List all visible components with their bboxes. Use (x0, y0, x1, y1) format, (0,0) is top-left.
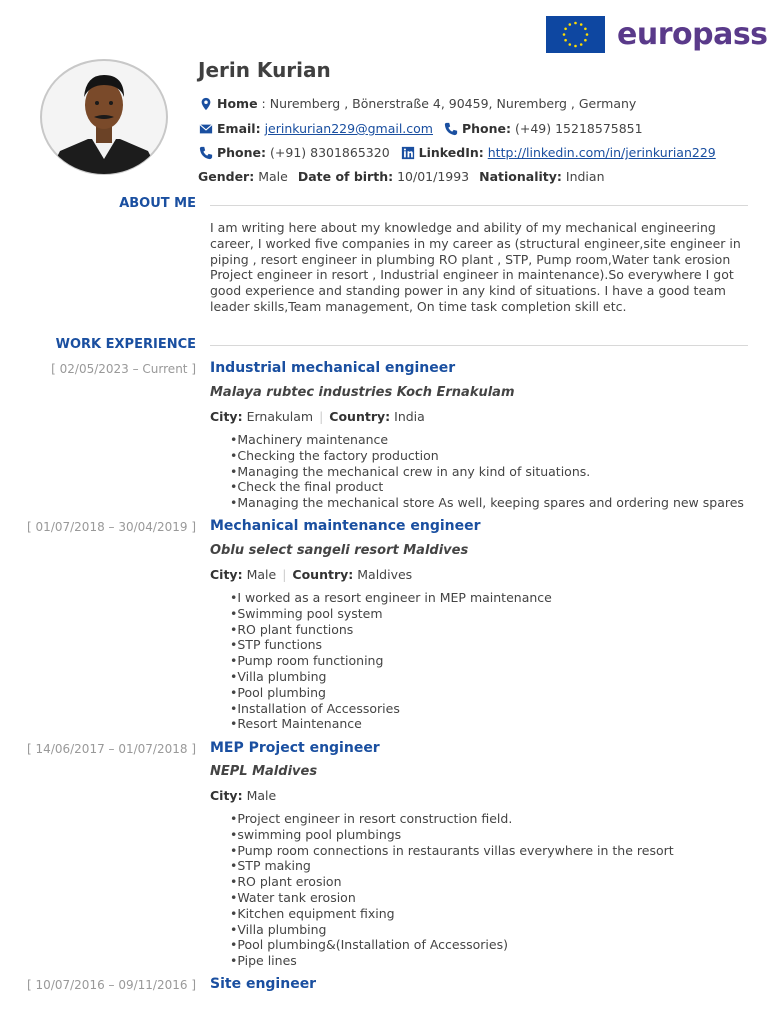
country-value: India (394, 409, 425, 424)
list-item: • Kitchen equipment fixing (230, 906, 674, 922)
nationality-label: Nationality: (479, 169, 562, 184)
eu-flag-icon (546, 16, 605, 53)
list-item: • Pool plumbing (230, 685, 552, 701)
city-value: Male (246, 567, 277, 582)
linkedin-link[interactable]: http://linkedin.com/in/jerinkurian229 (487, 145, 716, 160)
work-section-title: WORK EXPERIENCE (55, 337, 196, 352)
employer-name: Oblu select sangeli resort Maldives (210, 543, 469, 558)
email-icon (198, 122, 214, 136)
job-date: [ 02/05/2023 – Current ] (51, 362, 196, 376)
job-location: City: Ernakulam | Country: India (210, 409, 425, 424)
phone-value: (+91) 8301865320 (270, 145, 390, 160)
list-item: • STP making (230, 858, 674, 874)
job-duties-list (230, 811, 674, 969)
list-item: • Checking the factory production (230, 448, 744, 464)
list-item: • Villa plumbing (230, 669, 552, 685)
country-value: Maldives (357, 567, 413, 582)
job-title: Site engineer (210, 976, 317, 992)
list-item: • Pump room connections in restaurants villas everywhere in the resort (230, 843, 674, 859)
list-item: • RO plant functions (230, 622, 552, 638)
country-label: Country: (329, 409, 391, 424)
dob-label: Date of birth: (297, 169, 394, 184)
job-location: City: Male | Country: Maldives (210, 567, 413, 582)
gender-label: Gender: (198, 169, 255, 184)
about-section-title: ABOUT ME (119, 196, 196, 211)
about-text: I am writing here about my knowledge and ability of my mechanical engineering career, I worked five companies in my career as (structural engineer,site engineer in piping , resort engineer in plumbing RO plant , STP, Pump room,Water tank erosion Project engineer in resort , Industrial engineer in maintenance).So everywhere I got good experience and standing power in any kind of situations. I have a good team leader skills,Team management, On time task completion skill etc. (210, 220, 741, 314)
gender-value: Male (258, 169, 288, 184)
list-item: • swimming pool plumbings (230, 827, 674, 843)
contact-line-1 (198, 121, 643, 136)
list-item: • Project engineer in resort construction field. (230, 811, 674, 827)
phone-icon (198, 146, 214, 160)
list-item: • Installation of Accessories (230, 701, 552, 717)
nationality-value: Indian (565, 169, 605, 184)
list-item: • Pipe lines (230, 953, 674, 969)
city-label: City: (210, 409, 243, 424)
employer-name: NEPL Maldives (210, 764, 318, 779)
email-label: Email: (217, 121, 261, 136)
country-label: Country: (292, 567, 354, 582)
list-item: • Managing the mechanical store As well, keeping spares and ordering new spares (230, 495, 744, 511)
city-value: Ernakulam (246, 409, 314, 424)
linkedin-label: LinkedIn: (418, 145, 484, 160)
job-title: Industrial mechanical engineer (210, 360, 456, 376)
city-value: Male (246, 788, 277, 803)
section-divider (210, 345, 748, 346)
list-item: • Pump room functioning (230, 653, 552, 669)
profile-photo (40, 59, 168, 175)
linkedin-icon (400, 146, 416, 160)
section-divider (210, 205, 748, 206)
employer-name: Malaya rubtec industries Koch Ernakulam (210, 385, 515, 400)
home-label: Home (217, 96, 258, 111)
person-name: Jerin Kurian (198, 58, 331, 82)
city-label: City: (210, 788, 243, 803)
job-duties-list (230, 432, 744, 511)
list-item: • Check the final product (230, 479, 744, 495)
list-item: • I worked as a resort engineer in MEP maintenance (230, 590, 552, 606)
list-item: • RO plant erosion (230, 874, 674, 890)
email-link[interactable]: jerinkurian229@gmail.com (264, 121, 433, 136)
job-date: [ 10/07/2016 – 09/11/2016 ] (27, 978, 196, 992)
job-location (210, 788, 276, 803)
phone-value: (+49) 15218575851 (515, 121, 643, 136)
phone-label: Phone: (217, 145, 267, 160)
job-title: Mechanical maintenance engineer (210, 518, 481, 534)
list-item: • Resort Maintenance (230, 716, 552, 732)
location-pin-icon (198, 97, 214, 111)
list-item: • Machinery maintenance (230, 432, 744, 448)
home-address-line (198, 96, 636, 111)
dob-value: 10/01/1993 (397, 169, 470, 184)
list-item: • STP functions (230, 637, 552, 653)
phone-label: Phone: (461, 121, 512, 136)
job-date: [ 14/06/2017 – 01/07/2018 ] (27, 742, 196, 756)
job-duties-list (230, 590, 552, 732)
contact-line-2 (198, 145, 716, 160)
list-item: • Managing the mechanical crew in any kind of situations. (230, 464, 744, 480)
city-label: City: (210, 567, 243, 582)
europass-wordmark: europass (617, 17, 768, 52)
list-item: • Water tank erosion (230, 890, 674, 906)
phone-icon (443, 122, 459, 136)
personal-details-line (198, 169, 605, 184)
list-item: • Villa plumbing (230, 922, 674, 938)
home-value: : Nuremberg , Bönerstraße 4, 90459, Nuremberg , Germany (261, 96, 637, 111)
list-item: • Swimming pool system (230, 606, 552, 622)
list-item: • Pool plumbing&(Installation of Accessories) (230, 937, 674, 953)
europass-logo (546, 16, 768, 53)
job-date: [ 01/07/2018 – 30/04/2019 ] (27, 520, 196, 534)
job-title: MEP Project engineer (210, 740, 380, 756)
